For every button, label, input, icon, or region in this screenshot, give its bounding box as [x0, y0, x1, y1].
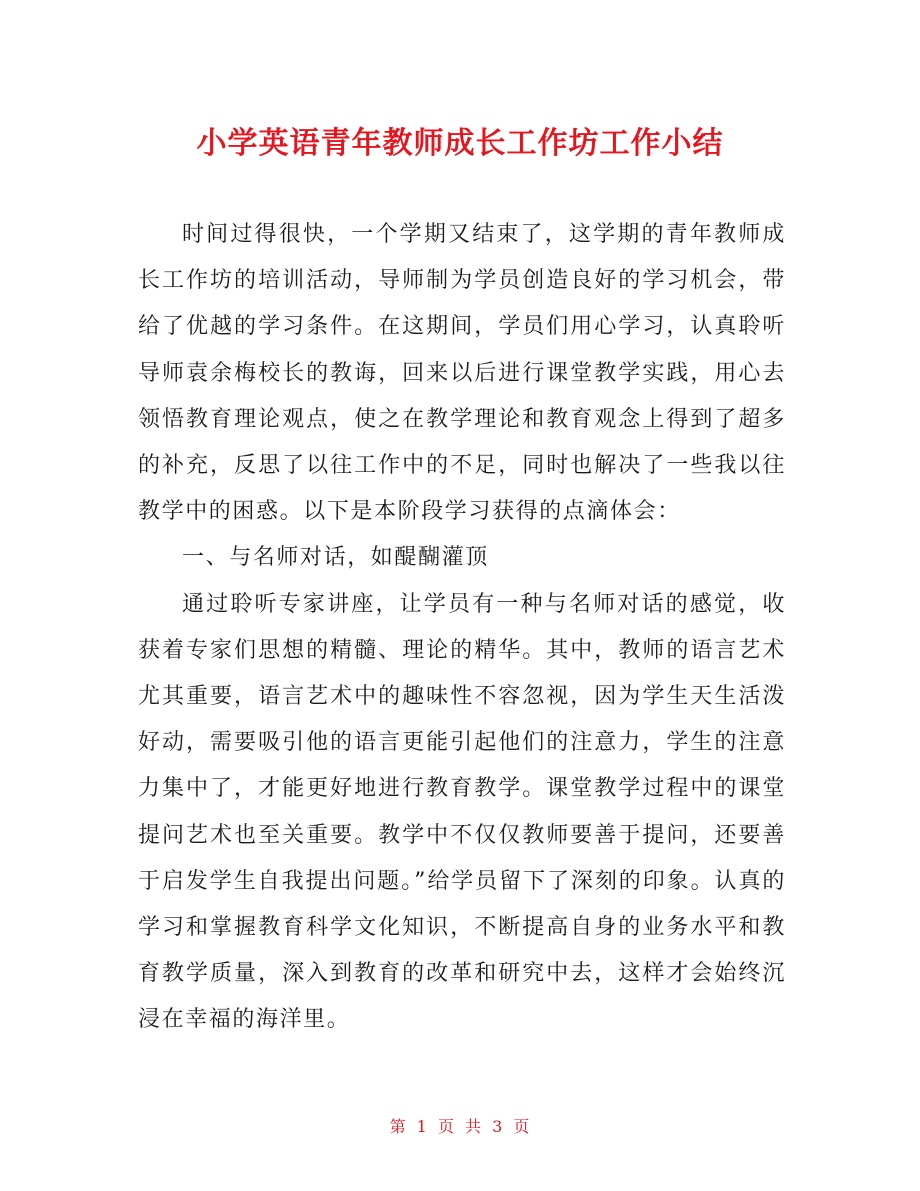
section-1-paragraph: 通过聆听专家讲座，让学员有一种与名师对话的感觉，收获着专家们思想的精髓、理论的精华。其中，教师的语言艺术尤其重要，语言艺术中的趣味性不容忽视，因为学生天生活泼好动，需要吸引他的语言更能引起他们的注意力，学生的注意力集中了，才能更好地进行教育教学。课堂教学过程中的课堂提问艺术也至关重要。教学中不仅仅教师要善于提问，还要善于启发学生自我提出问题。”给学员留下了深刻的印象。认真的学习和掌握教育科学文化知识，不断提高自身的业务水平和教育教学质量，深入到教育的改革和研究中去，这样才会始终沉浸在幸福的海洋里。: [138, 591, 786, 1033]
section-heading-1: 一、与名师对话，如醍醐灌顶: [182, 545, 489, 571]
document-body: [138, 212, 786, 1044]
document-title: 小学英语青年教师成长工作坊工作小结: [196, 126, 724, 161]
intro-paragraph: 时间过得很快，一个学期又结束了，这学期的青年教师成长工作坊的培训活动，导师制为学员创造良好的学习机会，带给了优越的学习条件。在这期间，学员们用心学习，认真聆听导师袁余梅校长的教诲，回来以后进行课堂教学实践，用心去领悟教育理论观点，使之在教学理论和教育观念上得到了超多的补充，反思了以往工作中的不足，同时也解决了一些我以往教学中的困惑。以下是本阶段学习获得的点滴体会：: [138, 222, 786, 525]
page-footer: 第 1 页 共 3 页: [389, 1117, 531, 1136]
